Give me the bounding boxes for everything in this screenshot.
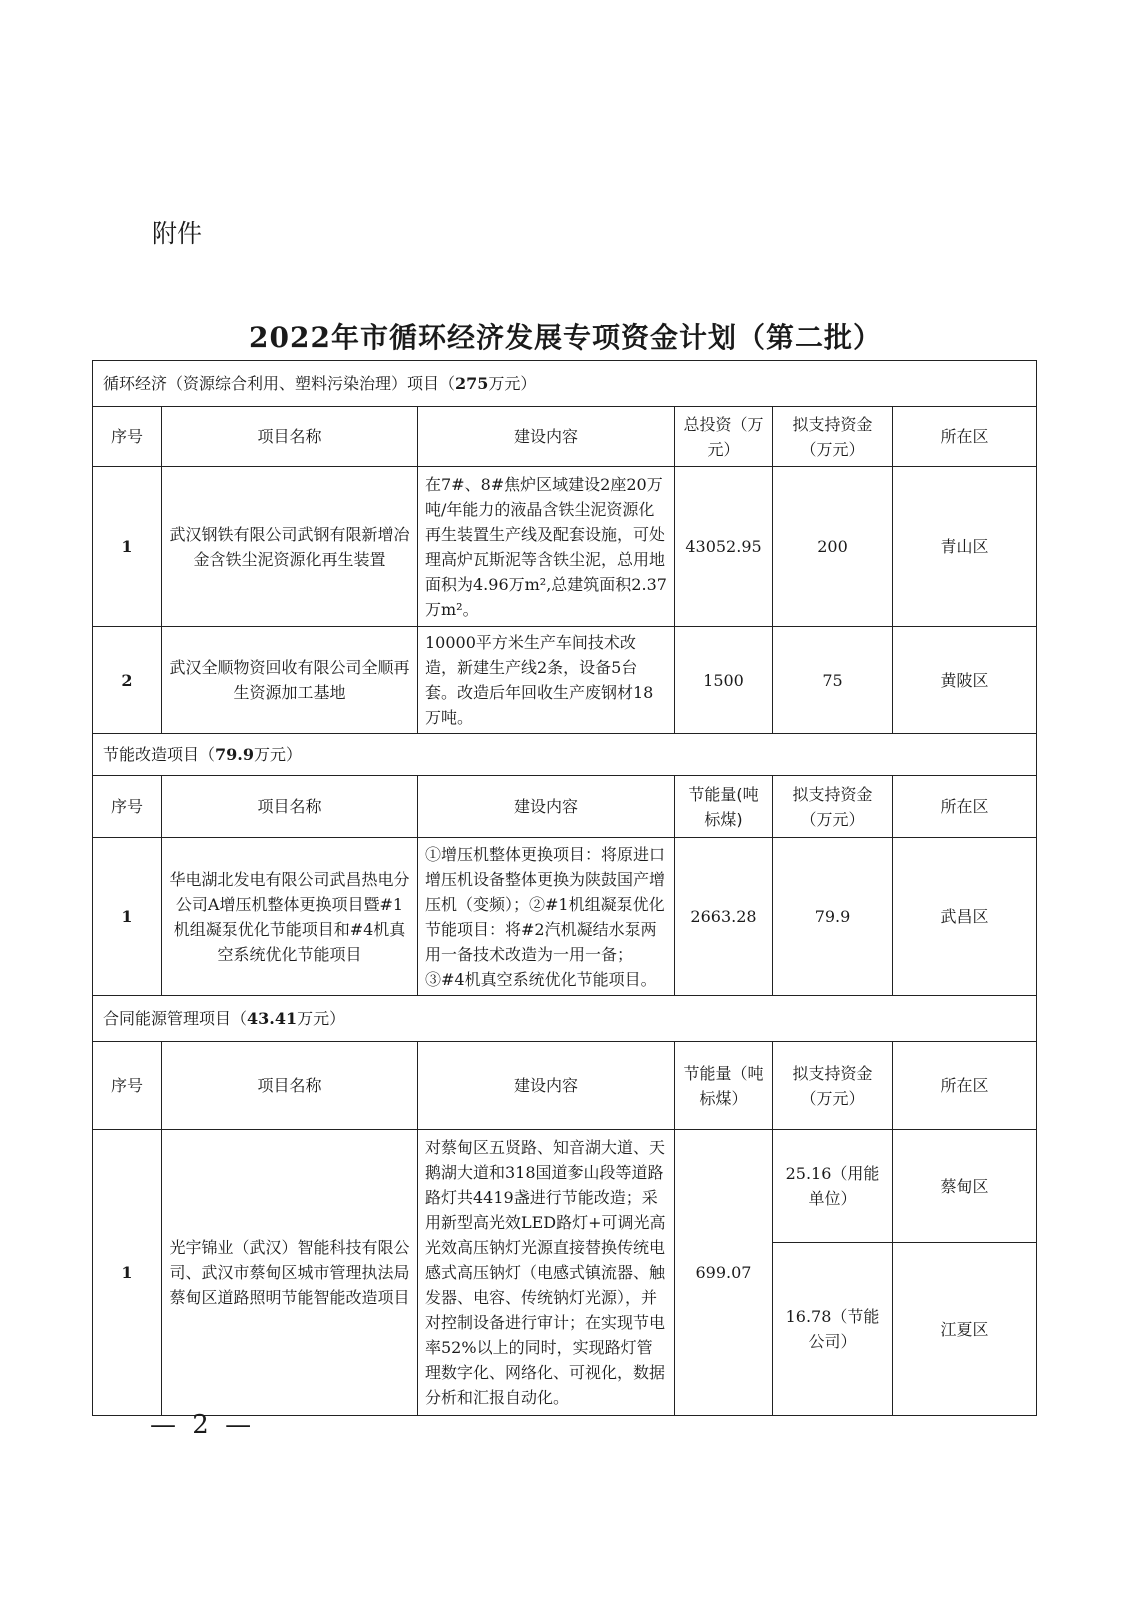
- table-header-row: [93, 776, 1037, 838]
- table-header-row: [93, 1042, 1037, 1130]
- header-cell: 序号: [93, 1042, 162, 1130]
- project-name: 华电湖北发电有限公司武昌热电分公司A增压机整体更换项目暨#1机组凝泵优化节能项目和#4机真空系统优化节能项目: [162, 838, 418, 996]
- project-content: ①增压机整体更换项目：将原进口增压机设备整体更换为陕鼓国产增压机（变频）；②#1机组凝泵优化节能项目：将#2汽机凝结水泵两用一备技术改造为一用一备；③#4机真空系统优化节能项目。: [418, 838, 675, 996]
- section-title-row: [93, 361, 1037, 407]
- fund-plan-table: [92, 360, 1037, 1416]
- header-cell: 项目名称: [162, 776, 418, 838]
- district-user: 蔡甸区: [893, 1130, 1037, 1243]
- support-funds: 200: [773, 467, 893, 627]
- header-cell: 拟支持资金（万元）: [773, 407, 893, 467]
- header-cell: 节能量（吨标煤）: [675, 1042, 773, 1130]
- header-cell: 建设内容: [418, 407, 675, 467]
- attachment-label: 附件: [152, 219, 203, 248]
- header-cell: 项目名称: [162, 407, 418, 467]
- district: 青山区: [893, 467, 1037, 627]
- section-title-row: [93, 734, 1037, 776]
- header-cell: 总投资（万元）: [675, 407, 773, 467]
- row-number: 1: [93, 467, 162, 627]
- support-funds: 75: [773, 627, 893, 734]
- table-row: [93, 627, 1037, 734]
- row-number: 1: [93, 838, 162, 996]
- support-funds-company: 16.78（节能公司）: [773, 1243, 893, 1416]
- header-cell: 序号: [93, 407, 162, 467]
- section-title-circular-economy: 循环经济（资源综合利用、塑料污染治理）项目（275万元）: [93, 361, 1037, 407]
- project-content: 对蔡甸区五贤路、知音湖大道、天鹅湖大道和318国道奓山段等道路路灯共4419盏进行节能改造；采用新型高光效LED路灯+可调光高光效高压钠灯光源直接替换传统电感式高压钠灯（电感式镇流器、触发器、电容、传统钠灯光源），并对控制设备进行审计；在实现节电率52%以上的同时，实现路灯管理数字化、网络化、可视化，数据分析和汇报自动化。: [418, 1130, 675, 1416]
- header-cell: 建设内容: [418, 776, 675, 838]
- header-cell: 拟支持资金（万元）: [773, 776, 893, 838]
- project-content: 在7#、8#焦炉区域建设2座20万吨/年能力的液晶含铁尘泥资源化再生装置生产线及配套设施，可处理高炉瓦斯泥等含铁尘泥，总用地面积为4.96万m²,总建筑面积2.37万m²。: [418, 467, 675, 627]
- total-investment: 1500: [675, 627, 773, 734]
- table-header-row: [93, 407, 1037, 467]
- header-cell: 拟支持资金（万元）: [773, 1042, 893, 1130]
- page-number: — 2 —: [150, 1410, 256, 1440]
- section-title-contract-energy: 合同能源管理项目（43.41万元）: [93, 996, 1037, 1042]
- project-name: 光宇锦业（武汉）智能科技有限公司、武汉市蔡甸区城市管理执法局蔡甸区道路照明节能智能改造项目: [162, 1130, 418, 1416]
- header-cell: 序号: [93, 776, 162, 838]
- support-funds: 79.9: [773, 838, 893, 996]
- table-row: [93, 838, 1037, 996]
- header-cell: 所在区: [893, 407, 1037, 467]
- table-row: [93, 467, 1037, 627]
- row-number: 2: [93, 627, 162, 734]
- table-row: [93, 1130, 1037, 1243]
- header-cell: 节能量(吨标煤): [675, 776, 773, 838]
- header-cell: 项目名称: [162, 1042, 418, 1130]
- energy-saving: 2663.28: [675, 838, 773, 996]
- support-funds-user: 25.16（用能单位）: [773, 1130, 893, 1243]
- project-content: 10000平方米生产车间技术改造，新建生产线2条，设备5台套。改造后年回收生产废钢材18万吨。: [418, 627, 675, 734]
- section-title-row: [93, 996, 1037, 1042]
- page-title: 2022年市循环经济发展专项资金计划（第二批）: [249, 321, 882, 354]
- energy-saving: 699.07: [675, 1130, 773, 1416]
- project-name: 武汉全顺物资回收有限公司全顺再生资源加工基地: [162, 627, 418, 734]
- district-company: 江夏区: [893, 1243, 1037, 1416]
- header-cell: 所在区: [893, 1042, 1037, 1130]
- district: 黄陂区: [893, 627, 1037, 734]
- row-number: 1: [93, 1130, 162, 1416]
- district: 武昌区: [893, 838, 1037, 996]
- header-cell: 建设内容: [418, 1042, 675, 1130]
- project-name: 武汉钢铁有限公司武钢有限新增冶金含铁尘泥资源化再生装置: [162, 467, 418, 627]
- total-investment: 43052.95: [675, 467, 773, 627]
- header-cell: 所在区: [893, 776, 1037, 838]
- section-title-energy-retrofit: 节能改造项目（79.9万元）: [93, 734, 1037, 776]
